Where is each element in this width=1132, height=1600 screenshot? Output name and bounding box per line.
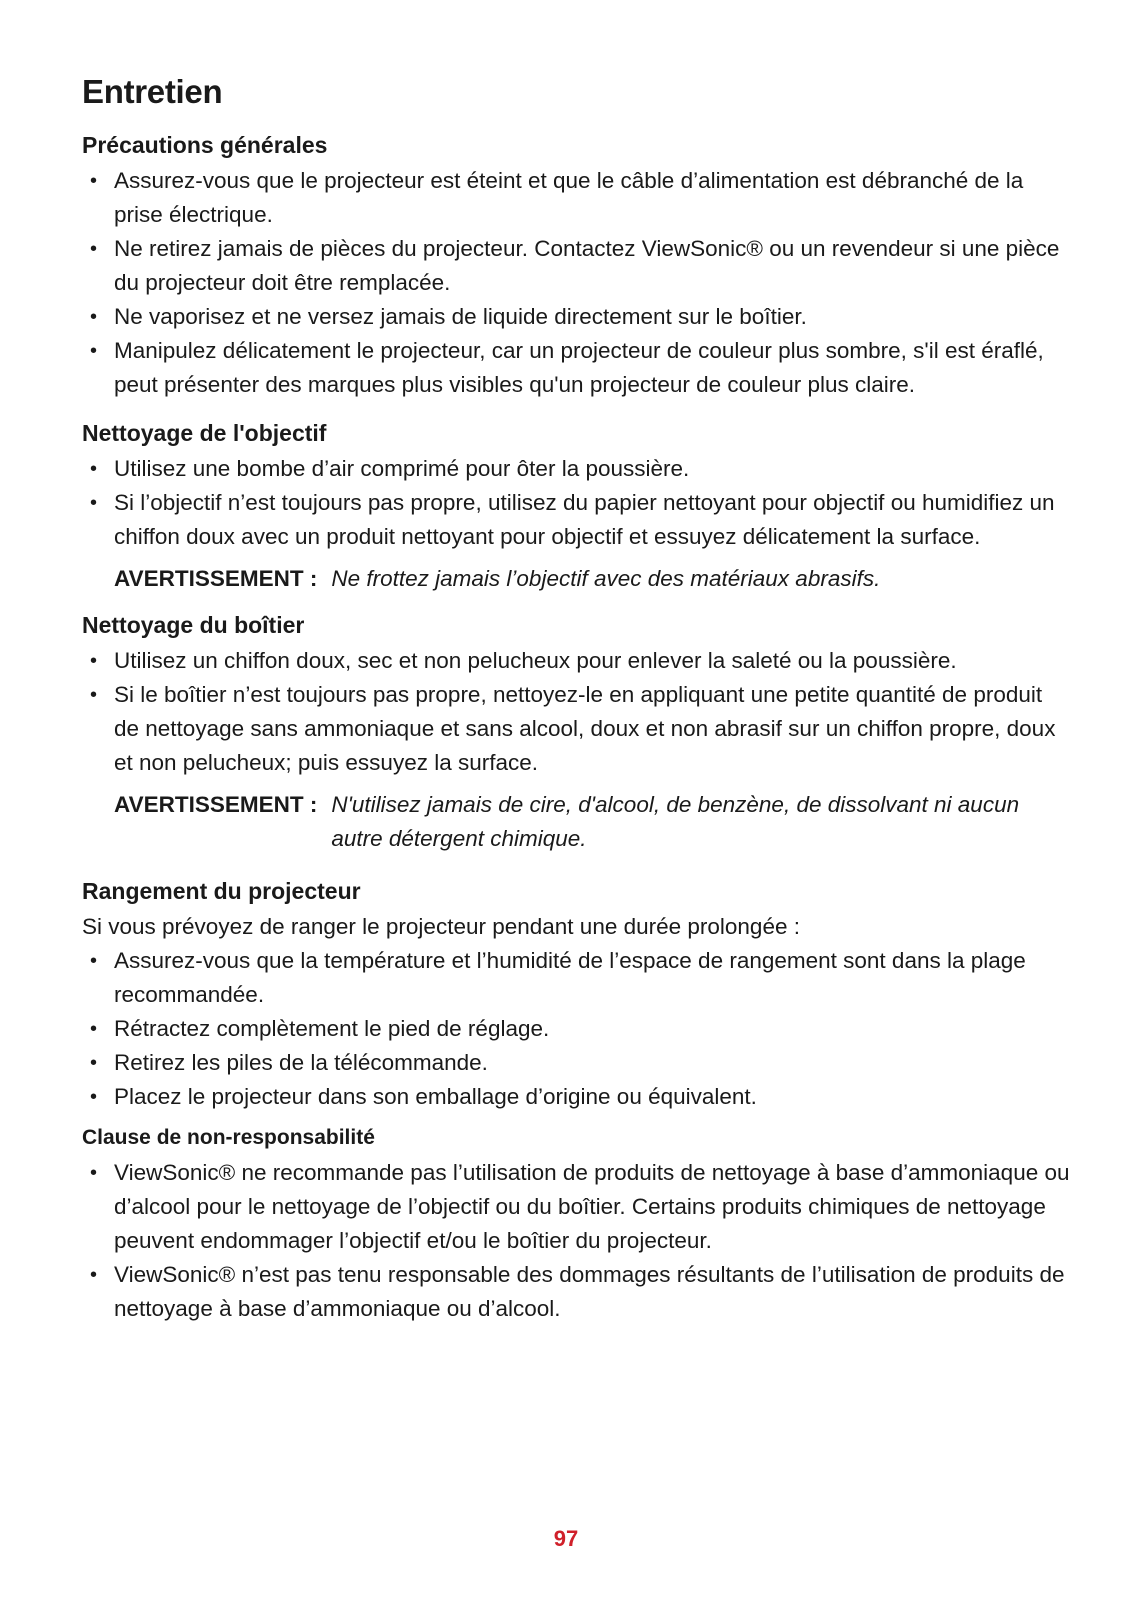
list-item-text: Rétractez complètement le pied de réglage. xyxy=(114,1016,550,1041)
list-item-text: Manipulez délicatement le projecteur, car un projecteur de couleur plus sombre, s'il est éraflé, peut présenter des marques plus visibles qu'un projecteur de couleur plus claire. xyxy=(114,338,1044,397)
document-page xyxy=(82,70,1072,1340)
page-number: 97 xyxy=(553,1526,579,1551)
list-item xyxy=(82,1156,1072,1258)
list-item xyxy=(82,1258,1072,1326)
bullet-icon: • xyxy=(90,684,98,706)
lens-warning xyxy=(114,562,1072,596)
bullet-icon: • xyxy=(90,1162,98,1184)
bullet-icon: • xyxy=(90,458,98,480)
list-item xyxy=(82,1012,1072,1046)
general-precautions-heading: Précautions générales xyxy=(82,132,328,158)
storage-heading: Rangement du projecteur xyxy=(82,878,361,904)
bullet-icon: • xyxy=(90,650,98,672)
list-item-text: ViewSonic® n’est pas tenu responsable des dommages résultants de l’utilisation de produits de nettoyage à base d’ammoniaque ou d’alcool. xyxy=(114,1262,1065,1321)
list-item xyxy=(82,1080,1072,1114)
warning-label: AVERTISSEMENT : xyxy=(114,566,318,591)
case-cleaning-heading: Nettoyage du boîtier xyxy=(82,612,305,638)
list-item xyxy=(82,678,1072,780)
storage-intro: Si vous prévoyez de ranger le projecteur pendant une durée prolongée : xyxy=(82,914,800,939)
list-item xyxy=(82,944,1072,1012)
list-item xyxy=(82,644,1072,678)
bullet-icon: • xyxy=(90,1052,98,1074)
list-item-text: Placez le projecteur dans son emballage d’origine ou équivalent. xyxy=(114,1084,757,1109)
page-title: Entretien xyxy=(82,73,223,110)
list-item-text: Assurez-vous que la température et l’humidité de l’espace de rangement sont dans la plage recommandée. xyxy=(114,948,1026,1007)
list-item xyxy=(82,164,1072,232)
general-precautions-list xyxy=(82,164,1072,402)
bullet-icon: • xyxy=(90,340,98,362)
list-item-text: Utilisez une bombe d’air comprimé pour ôter la poussière. xyxy=(114,456,690,481)
bullet-icon: • xyxy=(90,238,98,260)
list-item-text: ViewSonic® ne recommande pas l’utilisation de produits de nettoyage à base d’ammoniaque ou d’alcool pour le nettoyage de l’objectif ou du boîtier. Certains produits chimiques de nettoyage peuvent endommager l’objectif et/ou le boîtier du projecteur. xyxy=(114,1160,1070,1253)
case-warning xyxy=(114,788,1072,856)
bullet-icon: • xyxy=(90,1264,98,1286)
disclaimer-heading: Clause de non-responsabilité xyxy=(82,1126,375,1149)
list-item-text: Si l’objectif n’est toujours pas propre, utilisez du papier nettoyant pour objectif ou humidifiez un chiffon doux avec un produit nettoyant pour objectif et essuyez délicatement la surface. xyxy=(114,490,1055,549)
warning-text: Ne frottez jamais l’objectif avec des matériaux abrasifs. xyxy=(331,566,881,591)
list-item xyxy=(82,486,1072,554)
disclaimer-list xyxy=(82,1156,1072,1326)
storage-list xyxy=(82,944,1072,1114)
list-item-text: Assurez-vous que le projecteur est éteint et que le câble d’alimentation est débranché de la prise électrique. xyxy=(114,168,1024,227)
list-item xyxy=(82,452,1072,486)
list-item xyxy=(82,300,1072,334)
list-item-text: Si le boîtier n’est toujours pas propre, nettoyez-le en appliquant une petite quantité de produit de nettoyage sans ammoniaque et sans alcool, doux et non abrasif sur un chiffon propre, doux et non pelucheux; puis essuyez la surface. xyxy=(114,682,1056,775)
case-cleaning-list xyxy=(82,644,1072,780)
list-item-text: Ne vaporisez et ne versez jamais de liquide directement sur le boîtier. xyxy=(114,304,807,329)
bullet-icon: • xyxy=(90,1018,98,1040)
list-item xyxy=(82,1046,1072,1080)
lens-cleaning-heading: Nettoyage de l'objectif xyxy=(82,420,327,446)
bullet-icon: • xyxy=(90,492,98,514)
list-item xyxy=(82,232,1072,300)
list-item xyxy=(82,334,1072,402)
bullet-icon: • xyxy=(90,950,98,972)
warning-text: N'utilisez jamais de cire, d'alcool, de benzène, de dissolvant ni aucun autre détergent chimique. xyxy=(331,792,1020,851)
lens-cleaning-list xyxy=(82,452,1072,554)
warning-label: AVERTISSEMENT : xyxy=(114,792,318,817)
bullet-icon: • xyxy=(90,170,98,192)
bullet-icon: • xyxy=(90,1086,98,1108)
bullet-icon: • xyxy=(90,306,98,328)
list-item-text: Utilisez un chiffon doux, sec et non pelucheux pour enlever la saleté ou la poussière. xyxy=(114,648,957,673)
list-item-text: Retirez les piles de la télécommande. xyxy=(114,1050,488,1075)
list-item-text: Ne retirez jamais de pièces du projecteur. Contactez ViewSonic® ou un revendeur si une pièce du projecteur doit être remplacée. xyxy=(114,236,1060,295)
